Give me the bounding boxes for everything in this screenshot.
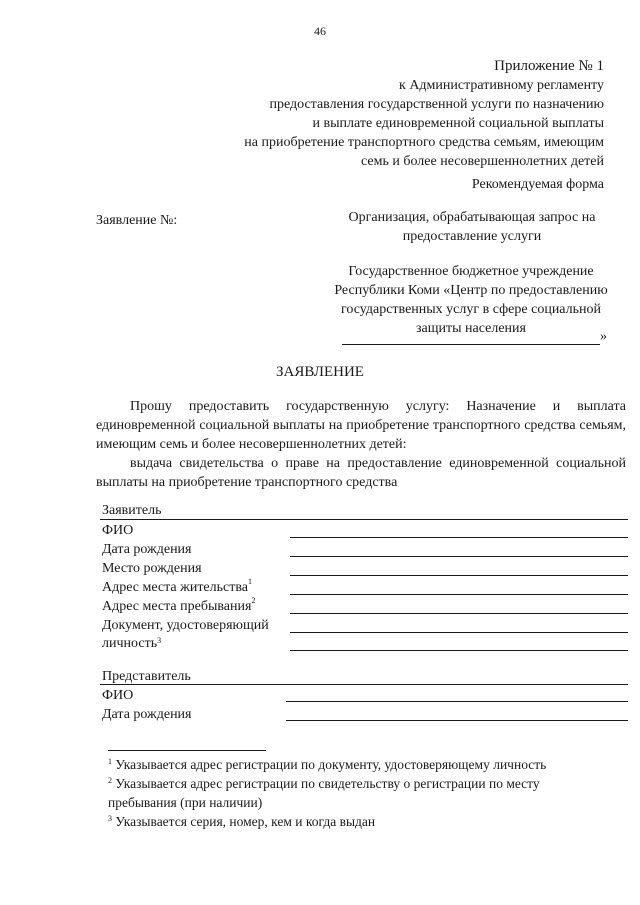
applicant-fio-label: ФИО xyxy=(102,523,134,538)
footnote-number: 1 xyxy=(108,757,112,766)
appendix-line: к Административному регламенту xyxy=(399,78,604,93)
organization-name-line: государственных услуг в сфере социальной xyxy=(340,302,602,317)
appendix-line: предоставления государственной услуги по назначению xyxy=(269,97,604,112)
organization-name-line: Государственное бюджетное учреждение xyxy=(348,264,594,279)
footnote-item xyxy=(108,774,628,793)
organization-name xyxy=(326,262,616,338)
footnote-ref: 1 xyxy=(248,577,252,586)
applicant-residence-text: Адрес места жительства xyxy=(102,580,248,595)
representative-fio-label: ФИО xyxy=(102,688,134,703)
applicant-id-doc-label xyxy=(102,617,269,653)
page-number: 46 xyxy=(314,24,326,38)
organization-underline xyxy=(342,344,600,345)
footnote-number: 3 xyxy=(108,814,112,823)
appendix-line: на приобретение транспортного средства семьям, имеющим xyxy=(244,135,604,150)
footnote-text: Указывается адрес регистрации по документу, удостоверяющему личность xyxy=(115,757,547,772)
application-number-label: Заявление №: xyxy=(96,213,178,228)
footnote-item xyxy=(108,793,628,812)
representative-birth-date-label: Дата рождения xyxy=(102,707,192,722)
appendix-line: и выплате единовременной социальной выплаты xyxy=(312,116,604,131)
footnote-text: Указывается серия, номер, кем и когда выдан xyxy=(115,814,376,829)
organization-caption-line: Организация, обрабатывающая запрос на xyxy=(348,210,596,225)
applicant-title: Заявитель xyxy=(102,503,162,518)
applicant-birth-place-label: Место рождения xyxy=(102,561,202,576)
appendix-line: семь и более несовершеннолетних детей xyxy=(361,154,604,169)
applicant-residence-field[interactable] xyxy=(290,594,628,595)
applicant-id-doc-text: личность xyxy=(102,636,158,651)
footnote-separator xyxy=(108,750,266,751)
appendix-title: Приложение № 1 xyxy=(494,58,604,74)
footnote-ref: 3 xyxy=(157,636,162,645)
closing-quote: » xyxy=(600,329,607,344)
applicant-stay-label xyxy=(102,596,256,615)
applicant-id-doc-field[interactable] xyxy=(290,632,628,633)
organization-caption-line: предоставление услуги xyxy=(402,229,542,244)
request-paragraph-1: Прошу предоставить государственную услугу: Назначение и выплата единовременной социальной выплаты на приобретение транспортного средства семьям, имеющим семь и более несовершеннолетних детей: xyxy=(96,399,626,452)
applicant-stay-text: Адрес места пребывания xyxy=(102,599,252,614)
applicant-birth-place-field[interactable] xyxy=(290,575,628,576)
recommended-form: Рекомендуемая форма xyxy=(471,177,604,192)
footnote-item xyxy=(108,755,628,774)
applicant-birth-date-label: Дата рождения xyxy=(102,542,192,557)
appendix-lines xyxy=(144,76,604,171)
organization-name-line: Республики Коми «Центр по предоставлению xyxy=(334,283,608,298)
applicant-birth-date-field[interactable] xyxy=(290,556,628,557)
footnote-ref: 2 xyxy=(251,596,256,605)
request-paragraph-2: выдача свидетельства о праве на предоставление единовременной социальной выплаты на приобретение транспортного средства xyxy=(96,456,626,490)
footnote-number: 2 xyxy=(108,776,112,785)
organization-block xyxy=(330,208,614,246)
footnotes xyxy=(108,755,628,831)
footnote-item xyxy=(108,812,628,831)
representative-title: Представитель xyxy=(102,669,191,684)
applicant-id-doc-line2 xyxy=(102,635,269,653)
applicant-stay-field[interactable] xyxy=(290,613,628,614)
organization-name-line: защиты населения xyxy=(416,321,526,336)
footnote-text: пребывания (при наличии) xyxy=(108,795,263,810)
applicant-id-doc-line: Документ, удостоверяющий xyxy=(102,618,269,633)
applicant-fio-field[interactable] xyxy=(290,537,628,538)
applicant-rule xyxy=(100,519,628,520)
representative-fio-field[interactable] xyxy=(286,701,628,702)
applicant-id-doc-field-2[interactable] xyxy=(290,650,628,651)
footnote-text: Указывается адрес регистрации по свидетельству о регистрации по месту xyxy=(115,776,540,791)
representative-rule xyxy=(100,684,628,685)
document-heading: ЗАЯВЛЕНИЕ xyxy=(276,364,364,380)
representative-birth-date-field[interactable] xyxy=(286,720,628,721)
applicant-residence-label xyxy=(102,577,252,596)
